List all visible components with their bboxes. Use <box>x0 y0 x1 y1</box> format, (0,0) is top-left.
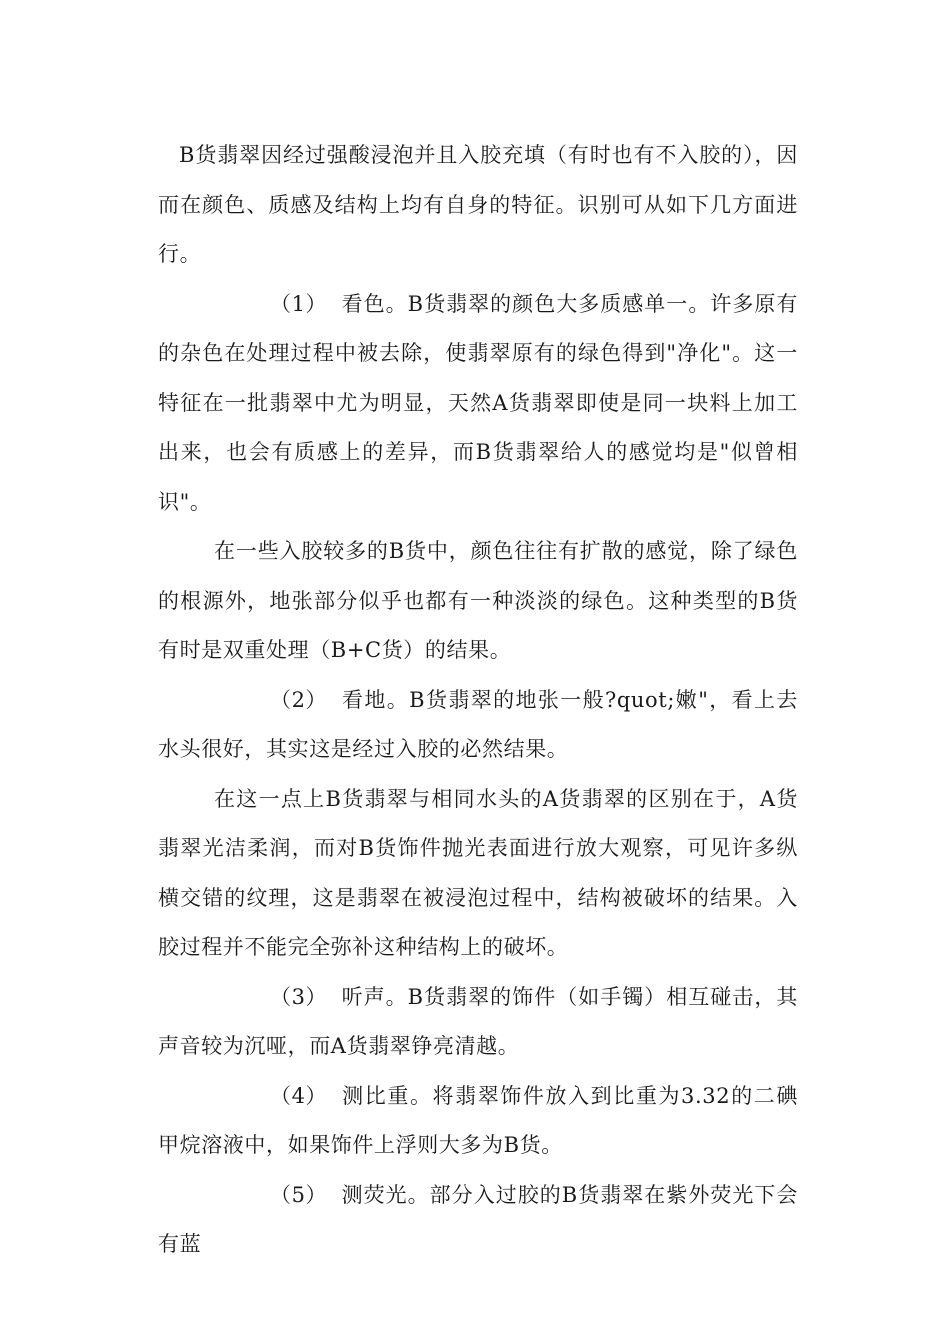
list-item-number: （1） <box>270 291 328 316</box>
list-item-look-color <box>158 280 798 528</box>
paragraph-text: 测荧光。部分入过胶的B货翡翠在紫外荧光下会有蓝 <box>158 1182 798 1256</box>
list-item-look-ground <box>158 676 798 775</box>
list-item-number: （4） <box>270 1083 328 1108</box>
list-item-number: （5） <box>270 1182 328 1207</box>
paragraph-text: 听声。B货翡翠的饰件（如手镯）相互碰击，其声音较为沉哑，而A货翡翠铮亮清越。 <box>158 984 798 1058</box>
paragraph-text: 在一些入胶较多的B货中，颜色往往有扩散的感觉，除了绿色的根源外，地张部分似乎也都有一种淡淡的绿色。这种类型的B货有时是双重处理（B+C货）的结果。 <box>158 539 798 662</box>
paragraph-text: 在这一点上B货翡翠与相同水头的A货翡翠的区别在于，A货翡翠光洁柔润，而对B货饰件抛光表面进行放大观察，可见许多纵横交错的纹理，这是翡翠在被浸泡过程中，结构被破坏的结果。入胶过程并不能完全弥补这种结构上的破坏。 <box>158 786 798 959</box>
list-item-fluorescence <box>158 1171 798 1270</box>
paragraph-text: B货翡翠因经过强酸浸泡并且入胶充填（有时也有不入胶的），因而在颜色、质感及结构上均有自身的特征。识别可从如下几方面进行。 <box>158 143 798 266</box>
paragraph-text: 看地。B货翡翠的地张一般?quot;嫩"，看上去水头很好，其实这是经过入胶的必然结果。 <box>158 687 798 761</box>
list-item-number: （2） <box>270 687 328 712</box>
paragraph-text: 看色。B货翡翠的颜色大多质感单一。许多原有的杂色在处理过程中被去除，使翡翠原有的绿色得到"净化"。这一特征在一批翡翠中尤为明显，天然A货翡翠即使是同一块料上加工出来，也会有质感上的差异，而B货翡翠给人的感觉均是"似曾相识"。 <box>158 291 798 514</box>
list-item-specific-gravity <box>158 1072 798 1171</box>
body-paragraph-color-diffusion <box>158 527 798 676</box>
paragraph-text: 测比重。将翡翠饰件放入到比重为3.32的二碘甲烷溶液中，如果饰件上浮则大多为B货。 <box>158 1083 798 1157</box>
body-paragraph-texture <box>158 775 798 973</box>
list-item-listen-sound <box>158 973 798 1072</box>
list-item-number: （3） <box>270 984 328 1009</box>
document-body <box>158 131 798 1270</box>
intro-paragraph <box>158 131 798 280</box>
